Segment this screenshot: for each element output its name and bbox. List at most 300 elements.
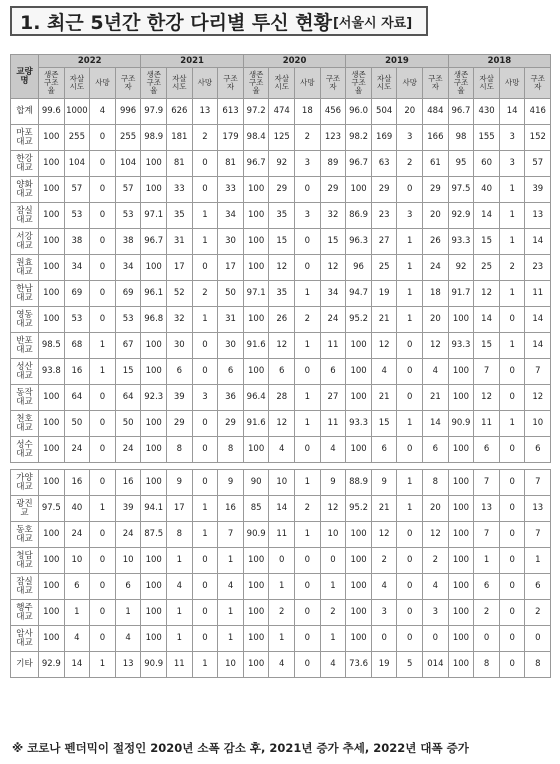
value-cell: 0 xyxy=(499,437,525,463)
value-cell: 1 xyxy=(90,359,116,385)
sub-header: 구조 자 xyxy=(525,68,551,99)
value-cell: 40 xyxy=(474,177,500,203)
value-cell: 100 xyxy=(39,574,65,600)
value-cell: 2 xyxy=(525,600,551,626)
value-cell: 255 xyxy=(64,125,90,151)
bridge-name-cell: 가양 대교 xyxy=(11,470,39,496)
value-cell: 67 xyxy=(115,333,141,359)
value-cell: 0 xyxy=(90,574,116,600)
sub-header: 사망 xyxy=(90,68,116,99)
value-cell: 100 xyxy=(243,574,269,600)
value-cell: 1 xyxy=(218,600,244,626)
value-cell: 92 xyxy=(269,151,295,177)
value-cell: 0 xyxy=(90,307,116,333)
value-cell: 0 xyxy=(295,255,321,281)
value-cell: 0 xyxy=(499,496,525,522)
value-cell: 100 xyxy=(346,600,372,626)
value-cell: 1 xyxy=(90,333,116,359)
value-cell: 92.3 xyxy=(141,385,167,411)
value-cell: 11 xyxy=(525,281,551,307)
value-cell: 2 xyxy=(397,151,423,177)
bridge-name-cell: 한강 대교 xyxy=(11,151,39,177)
value-cell: 0 xyxy=(499,626,525,652)
value-cell: 10 xyxy=(218,652,244,678)
group-separator xyxy=(11,463,551,470)
value-cell: 100 xyxy=(448,548,474,574)
value-cell: 2 xyxy=(269,600,295,626)
year-header: 2021 xyxy=(141,55,243,68)
value-cell: 9 xyxy=(371,470,397,496)
value-cell: 12 xyxy=(320,496,346,522)
value-cell: 100 xyxy=(243,600,269,626)
value-cell: 90.9 xyxy=(141,652,167,678)
value-cell: 100 xyxy=(39,125,65,151)
value-cell: 0 xyxy=(192,359,218,385)
bridge-name-cell: 광진 교 xyxy=(11,496,39,522)
value-cell: 100 xyxy=(346,522,372,548)
value-cell: 24 xyxy=(320,307,346,333)
value-cell: 90.9 xyxy=(448,411,474,437)
value-cell: 97.1 xyxy=(243,281,269,307)
page-title xyxy=(10,6,428,36)
value-cell: 0 xyxy=(474,626,500,652)
value-cell: 100 xyxy=(39,411,65,437)
value-cell: 29 xyxy=(320,177,346,203)
value-cell: 1 xyxy=(397,496,423,522)
value-cell: 1 xyxy=(499,333,525,359)
value-cell: 100 xyxy=(448,437,474,463)
value-cell: 35 xyxy=(269,203,295,229)
value-cell: 123 xyxy=(320,125,346,151)
table-row xyxy=(11,177,551,203)
value-cell: 100 xyxy=(39,600,65,626)
value-cell: 29 xyxy=(167,411,193,437)
value-cell: 96.7 xyxy=(243,151,269,177)
value-cell: 7 xyxy=(525,522,551,548)
value-cell: 100 xyxy=(39,281,65,307)
value-cell: 4 xyxy=(371,574,397,600)
value-cell: 81 xyxy=(218,151,244,177)
value-cell: 255 xyxy=(115,125,141,151)
value-cell: 20 xyxy=(423,496,449,522)
value-cell: 1 xyxy=(167,626,193,652)
value-cell: 4 xyxy=(167,574,193,600)
value-cell: 14 xyxy=(474,203,500,229)
value-cell: 1 xyxy=(269,574,295,600)
value-cell: 100 xyxy=(141,411,167,437)
value-cell: 50 xyxy=(115,411,141,437)
value-cell: 24 xyxy=(64,522,90,548)
value-cell: 0 xyxy=(192,411,218,437)
value-cell: 92.9 xyxy=(448,203,474,229)
value-cell: 0 xyxy=(295,574,321,600)
bridge-name-cell: 양화 대교 xyxy=(11,177,39,203)
value-cell: 98.5 xyxy=(39,333,65,359)
table-row xyxy=(11,437,551,463)
value-cell: 1 xyxy=(499,229,525,255)
value-cell: 0 xyxy=(397,333,423,359)
value-cell: 0 xyxy=(90,600,116,626)
value-cell: 1 xyxy=(474,548,500,574)
value-cell: 1 xyxy=(397,307,423,333)
value-cell: 14 xyxy=(499,99,525,125)
table-row xyxy=(11,626,551,652)
value-cell: 24 xyxy=(115,437,141,463)
value-cell: 100 xyxy=(141,626,167,652)
value-cell: 34 xyxy=(320,281,346,307)
value-cell: 96.4 xyxy=(243,385,269,411)
value-cell: 89 xyxy=(320,151,346,177)
value-cell: 181 xyxy=(167,125,193,151)
value-cell: 6 xyxy=(371,437,397,463)
bridge-name-header: 교량 명 xyxy=(11,55,39,99)
value-cell: 14 xyxy=(64,652,90,678)
value-cell: 0 xyxy=(397,626,423,652)
value-cell: 61 xyxy=(423,151,449,177)
value-cell: 6 xyxy=(218,359,244,385)
value-cell: 3 xyxy=(295,151,321,177)
value-cell: 100 xyxy=(346,548,372,574)
value-cell: 53 xyxy=(115,307,141,333)
value-cell: 0 xyxy=(90,203,116,229)
value-cell: 11 xyxy=(320,411,346,437)
value-cell: 3 xyxy=(397,125,423,151)
value-cell: 100 xyxy=(39,548,65,574)
value-cell: 12 xyxy=(371,522,397,548)
value-cell: 100 xyxy=(141,548,167,574)
value-cell: 95.2 xyxy=(346,496,372,522)
value-cell: 6 xyxy=(474,574,500,600)
value-cell: 100 xyxy=(243,652,269,678)
value-cell: 0 xyxy=(397,574,423,600)
value-cell: 1 xyxy=(167,600,193,626)
value-cell: 1 xyxy=(218,548,244,574)
value-cell: 0 xyxy=(499,307,525,333)
value-cell: 1 xyxy=(295,333,321,359)
value-cell: 17 xyxy=(167,496,193,522)
value-cell: 0 xyxy=(192,600,218,626)
value-cell: 18 xyxy=(423,281,449,307)
value-cell: 88.9 xyxy=(346,470,372,496)
value-cell: 94.1 xyxy=(141,496,167,522)
value-cell: 100 xyxy=(448,359,474,385)
sub-header: 자살 시도 xyxy=(269,68,295,99)
value-cell: 125 xyxy=(269,125,295,151)
year-header: 2020 xyxy=(243,55,345,68)
value-cell: 20 xyxy=(397,99,423,125)
value-cell: 98.4 xyxy=(243,125,269,151)
value-cell: 1 xyxy=(295,411,321,437)
value-cell: 100 xyxy=(39,229,65,255)
value-cell: 99.6 xyxy=(39,99,65,125)
value-cell: 31 xyxy=(167,229,193,255)
value-cell: 0 xyxy=(499,359,525,385)
bridge-name-cell: 반포 대교 xyxy=(11,333,39,359)
value-cell: 100 xyxy=(39,255,65,281)
table-row xyxy=(11,411,551,437)
value-cell: 33 xyxy=(218,177,244,203)
value-cell: 64 xyxy=(115,385,141,411)
value-cell: 0 xyxy=(90,522,116,548)
value-cell: 0 xyxy=(397,385,423,411)
value-cell: 100 xyxy=(243,359,269,385)
sub-header: 구조 자 xyxy=(423,68,449,99)
value-cell: 53 xyxy=(115,203,141,229)
value-cell: 38 xyxy=(64,229,90,255)
value-cell: 0 xyxy=(499,470,525,496)
value-cell: 3 xyxy=(397,203,423,229)
value-cell: 91.6 xyxy=(243,411,269,437)
value-cell: 179 xyxy=(218,125,244,151)
value-cell: 12 xyxy=(423,522,449,548)
value-cell: 100 xyxy=(39,307,65,333)
value-cell: 57 xyxy=(525,151,551,177)
value-cell: 2 xyxy=(423,548,449,574)
bridge-name-cell: 서강 대교 xyxy=(11,229,39,255)
bridge-name-cell: 영동 대교 xyxy=(11,307,39,333)
sub-header: 생존 구조 율 xyxy=(346,68,372,99)
value-cell: 8 xyxy=(474,652,500,678)
value-cell: 19 xyxy=(371,281,397,307)
value-cell: 430 xyxy=(474,99,500,125)
sub-header: 사망 xyxy=(295,68,321,99)
value-cell: 28 xyxy=(269,385,295,411)
value-cell: 57 xyxy=(64,177,90,203)
value-cell: 23 xyxy=(525,255,551,281)
value-cell: 38 xyxy=(115,229,141,255)
value-cell: 96.7 xyxy=(448,99,474,125)
value-cell: 4 xyxy=(423,574,449,600)
value-cell: 34 xyxy=(218,203,244,229)
value-cell: 0 xyxy=(192,548,218,574)
value-cell: 0 xyxy=(397,437,423,463)
value-cell: 96 xyxy=(346,255,372,281)
value-cell: 36 xyxy=(218,385,244,411)
value-cell: 100 xyxy=(346,574,372,600)
value-cell: 4 xyxy=(218,574,244,600)
sub-header: 구조 자 xyxy=(320,68,346,99)
value-cell: 16 xyxy=(218,496,244,522)
value-cell: 6 xyxy=(423,437,449,463)
value-cell: 100 xyxy=(243,255,269,281)
value-cell: 19 xyxy=(371,652,397,678)
value-cell: 7 xyxy=(525,470,551,496)
value-cell: 0 xyxy=(90,385,116,411)
value-cell: 9 xyxy=(167,470,193,496)
bridge-name-cell: 마포 대교 xyxy=(11,125,39,151)
value-cell: 1 xyxy=(167,548,193,574)
value-cell: 0 xyxy=(192,333,218,359)
group-separator-cell xyxy=(11,463,551,470)
value-cell: 0 xyxy=(269,548,295,574)
year-header: 2018 xyxy=(448,55,550,68)
value-cell: 0 xyxy=(320,548,346,574)
value-cell: 98.9 xyxy=(141,125,167,151)
value-cell: 100 xyxy=(39,522,65,548)
value-cell: 9 xyxy=(218,470,244,496)
value-cell: 100 xyxy=(346,359,372,385)
value-cell: 100 xyxy=(243,203,269,229)
value-cell: 0 xyxy=(397,522,423,548)
bridge-name-cell: 잠실 대교 xyxy=(11,203,39,229)
value-cell: 13 xyxy=(525,203,551,229)
value-cell: 0 xyxy=(397,548,423,574)
value-cell: 4 xyxy=(115,626,141,652)
value-cell: 2 xyxy=(474,600,500,626)
value-cell: 27 xyxy=(320,385,346,411)
sub-header: 자살 시도 xyxy=(167,68,193,99)
value-cell: 60 xyxy=(474,151,500,177)
value-cell: 0 xyxy=(90,411,116,437)
value-cell: 4 xyxy=(320,437,346,463)
value-cell: 504 xyxy=(371,99,397,125)
value-cell: 1 xyxy=(192,652,218,678)
sub-header: 사망 xyxy=(192,68,218,99)
value-cell: 0 xyxy=(192,177,218,203)
value-cell: 100 xyxy=(141,600,167,626)
value-cell: 93.3 xyxy=(448,229,474,255)
sub-header: 사망 xyxy=(499,68,525,99)
value-cell: 93.3 xyxy=(346,411,372,437)
value-cell: 100 xyxy=(243,548,269,574)
value-cell: 3 xyxy=(499,125,525,151)
value-cell: 15 xyxy=(371,411,397,437)
table-row xyxy=(11,385,551,411)
value-cell: 0 xyxy=(90,125,116,151)
sub-header: 생존 구조 율 xyxy=(39,68,65,99)
value-cell: 0 xyxy=(371,626,397,652)
value-cell: 21 xyxy=(371,385,397,411)
value-cell: 7 xyxy=(474,359,500,385)
value-cell: 100 xyxy=(448,626,474,652)
table-row xyxy=(11,151,551,177)
value-cell: 100 xyxy=(243,229,269,255)
value-cell: 8 xyxy=(167,437,193,463)
value-cell: 6 xyxy=(167,359,193,385)
value-cell: 1 xyxy=(218,626,244,652)
value-cell: 1 xyxy=(499,411,525,437)
value-cell: 96.8 xyxy=(141,307,167,333)
value-cell: 12 xyxy=(474,385,500,411)
sub-header: 생존 구조 율 xyxy=(448,68,474,99)
value-cell: 25 xyxy=(474,255,500,281)
value-cell: 0 xyxy=(90,229,116,255)
table-row xyxy=(11,307,551,333)
title-source-note: [서울시 자료] xyxy=(332,15,413,31)
bridge-name-cell: 암사 대교 xyxy=(11,626,39,652)
value-cell: 100 xyxy=(39,626,65,652)
value-cell: 26 xyxy=(269,307,295,333)
table-row xyxy=(11,496,551,522)
value-cell: 0 xyxy=(90,548,116,574)
value-cell: 64 xyxy=(64,385,90,411)
value-cell: 1 xyxy=(499,281,525,307)
value-cell: 100 xyxy=(346,626,372,652)
table-row xyxy=(11,652,551,678)
value-cell: 96.1 xyxy=(141,281,167,307)
sub-header-row xyxy=(11,68,551,99)
year-header-row xyxy=(11,55,551,68)
value-cell: 21 xyxy=(371,307,397,333)
value-cell: 4 xyxy=(64,626,90,652)
value-cell: 97.5 xyxy=(39,496,65,522)
table-row xyxy=(11,281,551,307)
value-cell: 1 xyxy=(320,626,346,652)
value-cell: 11 xyxy=(167,652,193,678)
value-cell: 0 xyxy=(397,177,423,203)
value-cell: 0 xyxy=(192,437,218,463)
value-cell: 100 xyxy=(243,626,269,652)
value-cell: 100 xyxy=(141,151,167,177)
value-cell: 31 xyxy=(218,307,244,333)
value-cell: 29 xyxy=(423,177,449,203)
value-cell: 1 xyxy=(295,522,321,548)
value-cell: 0 xyxy=(295,626,321,652)
value-cell: 50 xyxy=(64,411,90,437)
value-cell: 13 xyxy=(474,496,500,522)
value-cell: 91.6 xyxy=(243,333,269,359)
year-header: 2022 xyxy=(39,55,141,68)
value-cell: 100 xyxy=(448,385,474,411)
value-cell: 1 xyxy=(192,522,218,548)
value-cell: 30 xyxy=(167,333,193,359)
value-cell: 7 xyxy=(525,359,551,385)
value-cell: 6 xyxy=(525,437,551,463)
value-cell: 0 xyxy=(295,177,321,203)
value-cell: 1 xyxy=(499,203,525,229)
value-cell: 1000 xyxy=(64,99,90,125)
value-cell: 1 xyxy=(397,229,423,255)
value-cell: 50 xyxy=(218,281,244,307)
value-cell: 100 xyxy=(141,255,167,281)
value-cell: 12 xyxy=(371,333,397,359)
value-cell: 98.2 xyxy=(346,125,372,151)
value-cell: 2 xyxy=(499,255,525,281)
value-cell: 8 xyxy=(423,470,449,496)
sub-header: 구조 자 xyxy=(218,68,244,99)
value-cell: 100 xyxy=(243,437,269,463)
value-cell: 10 xyxy=(64,548,90,574)
value-cell: 0 xyxy=(295,600,321,626)
value-cell: 12 xyxy=(269,411,295,437)
value-cell: 8 xyxy=(167,522,193,548)
value-cell: 2 xyxy=(295,496,321,522)
bridge-name-cell: 잠실 대교 xyxy=(11,574,39,600)
value-cell: 4 xyxy=(320,652,346,678)
value-cell: 100 xyxy=(448,522,474,548)
value-cell: 1 xyxy=(192,203,218,229)
value-cell: 4 xyxy=(269,437,295,463)
table-row xyxy=(11,229,551,255)
sub-header: 구조 자 xyxy=(115,68,141,99)
value-cell: 166 xyxy=(423,125,449,151)
value-cell: 8 xyxy=(525,652,551,678)
value-cell: 0 xyxy=(90,470,116,496)
value-cell: 16 xyxy=(64,359,90,385)
value-cell: 25 xyxy=(371,255,397,281)
table-row xyxy=(11,203,551,229)
value-cell: 10 xyxy=(320,522,346,548)
value-cell: 100 xyxy=(39,203,65,229)
value-cell: 30 xyxy=(218,333,244,359)
value-cell: 14 xyxy=(423,411,449,437)
value-cell: 12 xyxy=(269,255,295,281)
value-cell: 0 xyxy=(499,600,525,626)
value-cell: 12 xyxy=(320,255,346,281)
value-cell: 5 xyxy=(397,652,423,678)
value-cell: 0 xyxy=(295,437,321,463)
value-cell: 24 xyxy=(115,522,141,548)
